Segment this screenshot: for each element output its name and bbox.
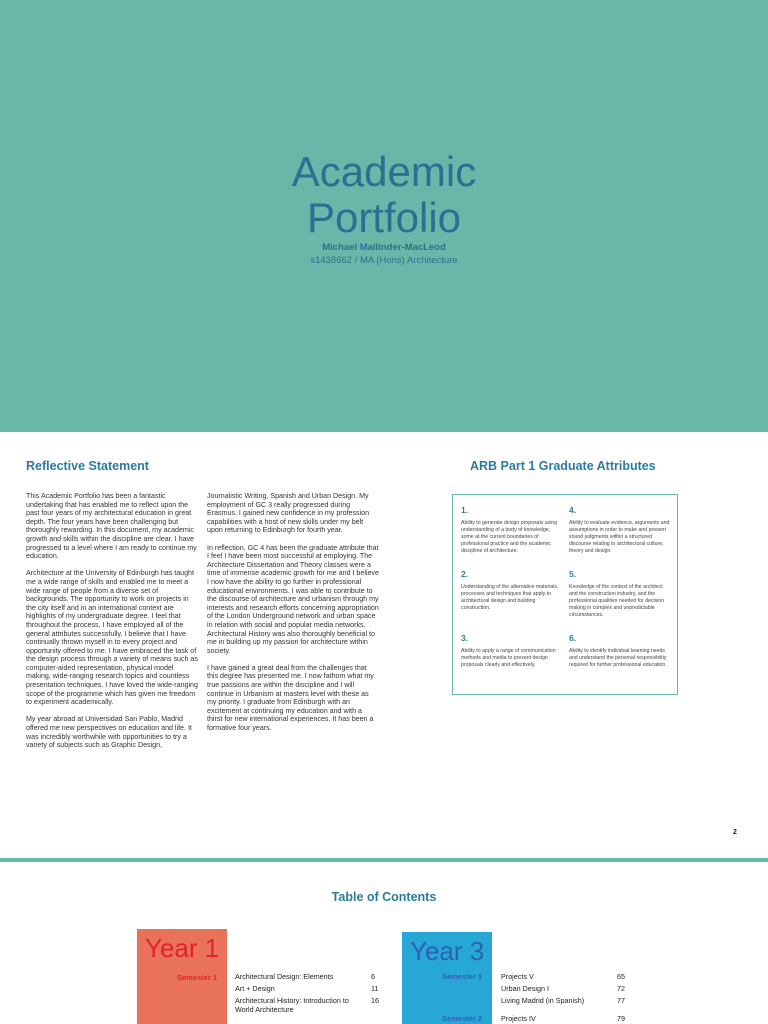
toc-entry-page: 16 [371,996,379,1005]
toc-entry[interactable]: Projects IV [501,1014,536,1023]
cover-title-line2: Portfolio [306,194,462,241]
reflective-paragraph: Architecture at the University of Edinburgh has taught me a wide range of skills and enabled me to meet a wide range of people from a diverse set of backgrounds. The opportunity to work on projects in the city itself and in an international context are highlights of my undergraduate degree. I feel that throughout the process, I have employed all of the general attributes successfully. I believe that I have continually thrown myself in to every project and opportunity offered to me. I have embraced the task of the design process through a variety of means such as computer-aided representation, physical model making, wide-ranging research topics and countless presentation techniques. I have loved the wide-ranging scope of the programme which has given me freedom to experiment academically. [26,569,198,707]
cover-author: Michael Mallinder-MacLeod [322,242,446,253]
reflective-heading: Reflective Statement [26,459,149,473]
arb-attribute-text: Ability to identify individual learning needs and understand the personal responsibility required for further professional education. [569,648,667,668]
toc-entry[interactable]: Projects V [501,972,534,981]
toc-entry-page: 77 [617,996,625,1005]
toc-entry[interactable]: Architectural History: Introduction to World Architecture [235,996,349,1014]
arb-attribute-3 [461,633,563,669]
arb-attribute-text: Ability to apply a range of communication methods and media to present design proposals clearly and effectively. [461,648,556,668]
arb-attribute-number: 1. [461,505,469,515]
year1-semester1-label: Semester 1 [176,973,217,982]
reflective-col2 [207,492,379,741]
arb-attribute-number: 5. [569,569,577,579]
year3-label: Year 3 [410,936,485,966]
arb-attribute-number: 6. [569,633,577,643]
toc-entry[interactable]: Urban Design I [501,984,549,993]
page-number: 2 [733,829,737,836]
cover-subtitle: s1438662 / MA (Hons) Architecture [310,255,458,266]
toc-entry-page: 72 [617,984,625,993]
arb-attribute-4 [569,505,671,555]
reflective-paragraph: I have gained a great deal from the challenges that this degree has presented me. I now fathom what my true passions are within the discipline and I will continue in Urbanism at masters level with these as my priority. I graduate from Edinburgh with an excitement at continuing my education and with a thirst for new international experiences. It has been a formative four years. [207,663,374,733]
year3-block [402,932,492,1024]
arb-heading: ARB Part 1 Graduate Attributes [470,459,656,473]
page-divider [0,858,768,862]
toc-entry[interactable]: Living Madrid (in Spanish) [501,996,585,1005]
toc-title: Table of Contents [331,890,437,904]
year3-semester1-label: Semester 1 [441,972,482,981]
arb-attribute-number: 4. [569,505,577,515]
toc-entry-page: 11 [371,984,379,993]
toc-entry[interactable]: Art + Design [235,984,275,993]
arb-attribute-1 [461,505,563,555]
toc-entry[interactable]: Architectural Design: Elements [235,972,334,981]
arb-attribute-number: 3. [461,633,469,643]
year1-block [137,929,227,1024]
year3-semester2-label: Semester 2 [441,1014,482,1023]
cover-page [0,0,768,432]
cover-title-line1: Academic [291,148,477,195]
arb-attribute-6 [569,633,671,669]
toc-entry-page: 65 [617,972,625,981]
reflective-paragraph: My year abroad at Universidad San Pablo, Madrid offered me new perspectives on education and life. It was incredibly worthwhile with opportunities to try a variety of subjects such as Graphic Design, [26,715,192,750]
toc-entry-page: 79 [617,1014,625,1023]
reflective-paragraph: This Academic Portfolio has been a fantastic undertaking that has enabled me to reflect upon the past four years of my architectural education in great depth. The four years have been challenging but thoroughly rewarding. In this document, my academic growth and skills within the discipline are clear. I have progressed to a level where I am ready to continue my education. [26,492,197,561]
arb-attribute-2 [461,569,563,612]
arb-attribute-5 [569,569,671,619]
arb-attribute-text: Knowledge of the context of the architect and the construction industry, and the professional qualities needed for decision making in complex and unpredictable circumstances. [569,584,665,618]
arb-attribute-number: 2. [461,569,469,579]
reflective-paragraph: Journalistic Writing, Spanish and Urban Design. My employment of GC 3 really progressed during Erasmus. I gained new confidence in my profession capabilities with a host of new skills under my belt upon returning to Edinburgh for fourth year. [207,492,370,535]
toc-entry-page: 6 [371,972,375,981]
year1-label: Year 1 [145,933,220,963]
reflective-col1 [26,492,200,758]
arb-attribute-text: Ability to generate design proposals using understanding of a body of knowledge, some at the current boundaries of professional practice and the academic discipline of architecture. [461,520,558,554]
arb-attributes-box [452,494,678,695]
reflective-paragraph: In reflection, GC 4 has been the graduate attribute that I feel I have been most successful at employing. The Architecture Dissertation and Theory classes were a time of immense academic growth for me and I believe I now have the ability to go further in professional educational environments. I was able to contribute to the discourse of architecture and urbanism through my interests and research efforts concerning appropriation of the London Underground network and urban space in relation with social and popular media networks. Architectural History was also thoroughly beneficial to me in building up my passion for architecture within society. [207,543,379,655]
arb-attribute-text: Understanding of the alternative materials, processes and techniques that apply to architectural design and building construction. [461,584,559,611]
arb-attribute-text: Ability to evaluate evidence, arguments and assumptions in order to make and present sound judgments within a structured discourse relating to architectural culture, theory and design. [569,520,670,554]
